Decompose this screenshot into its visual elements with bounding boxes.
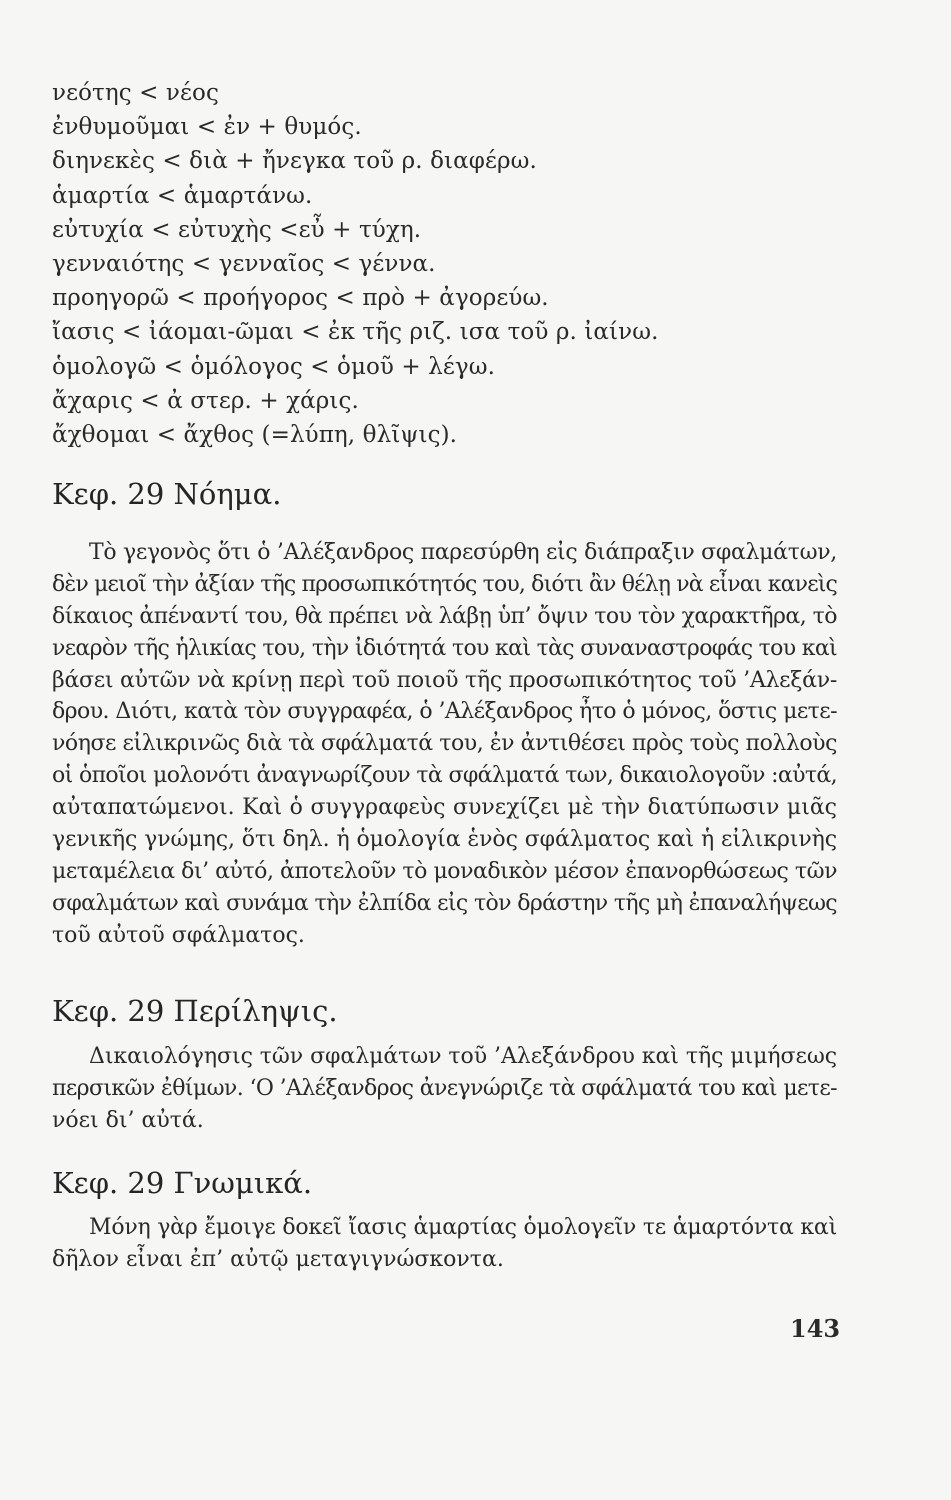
paragraph-line: Δικαιολόγησις τῶν σφαλμάτων τοῦ ’Αλεξάνδρου καὶ τῆς μιμήσεως [89,1044,837,1069]
section-heading-gnomika: Κεφ. 29 Γνωμικά. [52,1166,313,1200]
etymology-line: ἁμαρτία < ἁμαρτάνω. [52,182,313,209]
paragraph-line: δῆλον εἶναι ἐπ’ αὐτῷ μεταγιγνώσκοντα. [52,1246,504,1272]
etymology-line: διηνεκὲς < διὰ + ἤνεγκα τοῦ ρ. διαφέρω. [52,148,537,175]
etymology-line: ἄχθομαι < ἄχθος (=λύπη, θλῖψις). [52,421,458,448]
paragraph-line: δὲν μειοῖ τὴν ἀξίαν τῆς προσωπικότητός του, διότι ἂν θέλῃ νὰ εἶναι κανεὶς [52,571,837,597]
paragraph-line: περσικῶν ἐθίμων. ‘Ο ’Αλέξανδρος ἀνεγνώριζε τὰ σφάλματά του καὶ μετε- [52,1075,837,1101]
paragraph-perilipsis [52,1041,837,1137]
paragraph-line: Μόνη γὰρ ἔμοιγε δοκεῖ ἴασις ἁμαρτίας ὁμολογεῖν τε ἁμαρτόντα καὶ [89,1215,837,1240]
paragraph-line: νόει δι’ αὐτά. [52,1107,204,1133]
paragraph-line: νεαρὸν τῆς ἡλικίας του, τὴν ἰδιότητά του καὶ τὰς συναναστροφάς του καὶ [52,635,837,661]
paragraph-line: αὐταπατώμενοι. Καὶ ὁ συγγραφεὺς συνεχίζει μὲ τὴν διατύπωσιν μιᾶς [52,795,837,821]
paragraph-line: οἱ ὁποῖοι μολονότι ἀναγνωρίζουν τὰ σφάλματά των, δικαιολογοῦν :αὐτά, [52,763,837,789]
page-number: 143 [790,1314,841,1343]
etymology-line: γενναιότης < γενναῖος < γέννα. [52,250,436,277]
etymology-line: ἐνθυμοῦμαι < ἐν + θυμός. [52,114,362,141]
paragraph-gnomika [52,1212,837,1276]
etymology-line: εὐτυχία < εὐτυχὴς <εὖ + τύχη. [52,216,422,243]
paragraph-line: γενικῆς γνώμης, ὅτι δηλ. ἡ ὁμολογία ἑνὸς σφάλματος καὶ ἡ εἰλικρινὴς [52,827,837,853]
paragraph-line: νόησε εἰλικρινῶς διὰ τὰ σφάλματά του, ἐν ἀντιθέσει πρὸς τοὺς πολλοὺς [52,731,837,757]
section-heading-perilipsis: Κεφ. 29 Περίληψις. [52,994,338,1028]
section-heading-noima: Κεφ. 29 Νόημα. [52,477,282,511]
etymology-line: ἴασις < ἰάομαι-ῶμαι < ἐκ τῆς ριζ. ισα τοῦ ρ. ἰαίνω. [52,319,659,346]
paragraph-noima [52,537,837,952]
etymology-line: νεότης < νέος [52,80,219,106]
paragraph-line: δίκαιος ἀπέναντί του, θὰ πρέπει νὰ λάβῃ ὑπ’ ὄψιν του τὸν χαρακτῆρα, τὸ [52,603,837,629]
paragraph-line: βάσει αὐτῶν νὰ κρίνῃ περὶ τοῦ ποιοῦ τῆς προσωπικότητος τοῦ ’Αλεξάν- [52,667,837,693]
etymology-list [52,76,872,452]
etymology-line: ὁμολογῶ < ὁμόλογος < ὁμοῦ + λέγω. [52,353,496,380]
etymology-line: ἄχαρις < ἀ στερ. + χάρις. [52,387,359,414]
paragraph-line: Τὸ γεγονὸς ὅτι ὁ ’Αλέξανδρος παρεσύρθη εἰς διάπραξιν σφαλμάτων, [89,540,837,565]
paragraph-line: δρου. Διότι, κατὰ τὸν συγγραφέα, ὁ ’Αλέξανδρος ἦτο ὁ μόνος, ὅστις μετε- [52,699,837,725]
paragraph-line: σφαλμάτων καὶ συνάμα τὴν ἐλπίδα εἰς τὸν δράστην τῆς μὴ ἐπαναλήψεως [52,890,837,916]
paragraph-line: μεταμέλεια δι’ αὐτό, ἀποτελοῦν τὸ μοναδικὸν μέσον ἐπανορθώσεως τῶν [52,858,837,884]
paragraph-line: τοῦ αὐτοῦ σφάλματος. [52,922,305,948]
etymology-line: προηγορῶ < προήγορος < πρὸ + ἀγορεύω. [52,285,549,312]
